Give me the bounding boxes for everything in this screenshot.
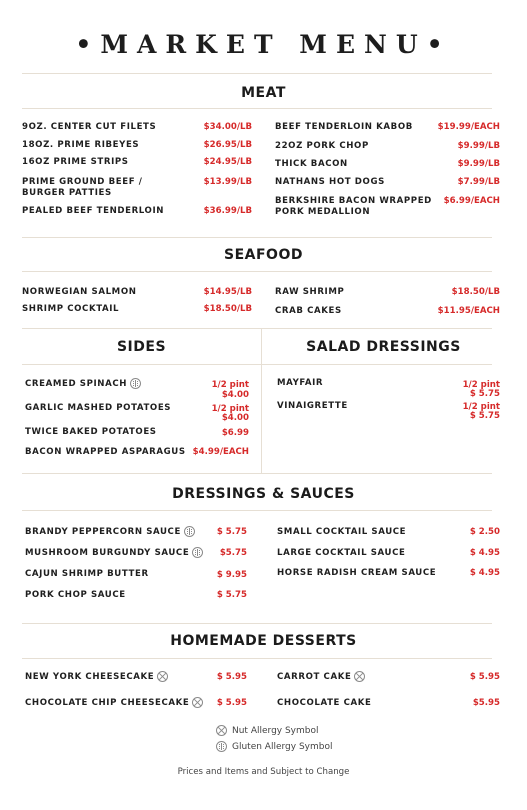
menu-item-name	[25, 526, 195, 538]
legend-nut-label: Nut Allergy Symbol	[232, 726, 319, 736]
legend-gluten-label: Gluten Allergy Symbol	[232, 742, 333, 752]
menu-item-price: $ 9.95	[216, 570, 247, 580]
section-heading-meat: MEAT	[241, 85, 286, 101]
menu-item-price: $ 5.75	[216, 527, 247, 537]
menu-item-price: $34.00/LB	[203, 122, 252, 132]
menu-item-price: $ 5.95	[469, 672, 500, 682]
menu-item-label: CHOCOLATE CHIP CHEESECAKE	[25, 698, 190, 708]
menu-item-name: GARLIC MASHED POTATOES	[25, 403, 172, 413]
divider	[22, 108, 492, 109]
menu-item-name: BEEF TENDERLOIN KABOB	[275, 122, 413, 132]
menu-item-name: TWICE BAKED POTATOES	[25, 427, 157, 437]
menu-item-name	[277, 671, 365, 683]
divider	[22, 271, 492, 272]
menu-item-name: NATHANS HOT DOGS	[275, 177, 385, 187]
legend-gluten	[216, 741, 332, 752]
page-title: •MARKET MENU•	[75, 30, 452, 59]
menu-item-name: BACON WRAPPED ASPARAGUS	[25, 447, 186, 457]
menu-item-price: $14.95/LB	[203, 287, 252, 297]
section-heading-dressings-sauces: DRESSINGS & SAUCES	[172, 486, 355, 502]
divider	[22, 73, 492, 74]
menu-item-name: NORWEGIAN SALMON	[22, 287, 137, 297]
menu-item-price: $36.99/LB	[203, 206, 252, 216]
footer-note: Prices and Items and Subject to Change	[177, 767, 350, 777]
menu-item-name: VINAIGRETTE	[277, 401, 348, 411]
menu-item-label: BRANDY PEPPERCORN SAUCE	[25, 527, 181, 537]
gluten-allergy-icon	[192, 547, 203, 558]
gluten-allergy-icon	[216, 741, 227, 752]
menu-item-price: $ 5.75	[216, 590, 247, 600]
menu-item-price: $6.99	[221, 428, 249, 438]
menu-item-name: HORSE RADISH CREAM SAUCE	[277, 568, 437, 578]
menu-item-name	[25, 378, 141, 390]
menu-item-name	[25, 671, 168, 683]
menu-item-name	[25, 697, 203, 709]
menu-item-price: $7.99/LB	[457, 177, 500, 187]
divider	[22, 237, 492, 238]
menu-item-price: 1/2 pint	[462, 402, 500, 412]
menu-item-name: 16OZ PRIME STRIPS	[22, 157, 129, 167]
menu-item-price: $ 5.95	[216, 672, 247, 682]
section-heading-seafood: SEAFOOD	[224, 247, 303, 263]
divider	[22, 510, 492, 511]
menu-item-price-line2: $4.00	[221, 390, 249, 400]
menu-item-name-line2: PORK MEDALLION	[275, 207, 371, 217]
divider	[22, 364, 492, 365]
menu-item-name: 9OZ. CENTER CUT FILETS	[22, 122, 157, 132]
menu-item-price: $19.99/EACH	[437, 122, 500, 132]
menu-item-label: MUSHROOM BURGUNDY SAUCE	[25, 548, 190, 558]
section-heading-sides: SIDES	[116, 339, 167, 355]
menu-item-name: LARGE COCKTAIL SAUCE	[277, 548, 406, 558]
divider	[22, 328, 492, 329]
nut-allergy-icon	[157, 671, 168, 682]
menu-item-price: $9.99/LB	[457, 141, 500, 151]
menu-item-price: 1/2 pint	[211, 404, 249, 414]
menu-item-price: $18.50/LB	[451, 287, 500, 297]
menu-item-name: SHRIMP COCKTAIL	[22, 304, 120, 314]
menu-item-price: $26.95/LB	[203, 140, 252, 150]
nut-allergy-icon	[192, 697, 203, 708]
menu-item-price: $5.95	[472, 698, 500, 708]
menu-item-name: THICK BACON	[275, 159, 348, 169]
gluten-allergy-icon	[130, 378, 141, 389]
menu-item-price: 1/2 pint	[462, 380, 500, 390]
menu-item-price: $4.99/EACH	[192, 447, 249, 457]
section-heading-salad-dressings: SALAD DRESSINGS	[306, 339, 461, 355]
menu-item-price: $18.50/LB	[203, 304, 252, 314]
menu-item-price: $24.95/LB	[203, 157, 252, 167]
menu-item-price-line2: $ 5.75	[469, 389, 500, 399]
menu-item-name: SMALL COCKTAIL SAUCE	[277, 527, 407, 537]
menu-item-price: $9.99/LB	[457, 159, 500, 169]
nut-allergy-icon	[216, 725, 227, 736]
menu-item-price: 1/2 pint	[211, 380, 249, 390]
menu-item-name: PEALED BEEF TENDERLOIN	[22, 206, 165, 216]
divider	[22, 623, 492, 624]
menu-item-price-line2: $4.00	[221, 413, 249, 423]
menu-item-price: $ 2.50	[469, 527, 500, 537]
menu-item-name	[25, 547, 203, 559]
section-heading-desserts: HOMEMADE DESSERTS	[170, 633, 357, 649]
menu-item-label: CREAMED SPINACH	[25, 379, 128, 389]
gluten-allergy-icon	[184, 526, 195, 537]
menu-item-name: RAW SHRIMP	[275, 287, 345, 297]
menu-item-name: 22OZ PORK CHOP	[275, 141, 369, 151]
menu-item-name: CRAB CAKES	[275, 306, 342, 316]
divider	[22, 473, 492, 474]
legend-nut	[216, 725, 319, 736]
menu-item-price: $ 5.95	[216, 698, 247, 708]
menu-item-name: MAYFAIR	[277, 378, 324, 388]
menu-item-name: 18OZ. PRIME RIBEYES	[22, 140, 140, 150]
menu-item-price-line2: $ 5.75	[469, 411, 500, 421]
menu-item-name: PORK CHOP SAUCE	[25, 590, 126, 600]
divider	[22, 658, 492, 659]
menu-item-name-line2: BURGER PATTIES	[22, 188, 112, 198]
menu-item-name: CAJUN SHRIMP BUTTER	[25, 569, 149, 579]
menu-item-price: $ 4.95	[469, 548, 500, 558]
menu-item-price: $5.75	[219, 548, 247, 558]
menu-item-price: $ 4.95	[469, 568, 500, 578]
menu-item-name: CHOCOLATE CAKE	[277, 698, 372, 708]
nut-allergy-icon	[354, 671, 365, 682]
menu-item-name: PRIME GROUND BEEF /	[22, 177, 143, 187]
menu-item-name: BERKSHIRE BACON WRAPPED	[275, 196, 432, 206]
menu-item-label: CARROT CAKE	[277, 672, 352, 682]
menu-item-price: $11.95/EACH	[437, 306, 500, 316]
menu-item-price: $6.99/EACH	[443, 196, 500, 206]
menu-item-label: NEW YORK CHEESECAKE	[25, 672, 155, 682]
menu-item-price: $13.99/LB	[203, 177, 252, 187]
